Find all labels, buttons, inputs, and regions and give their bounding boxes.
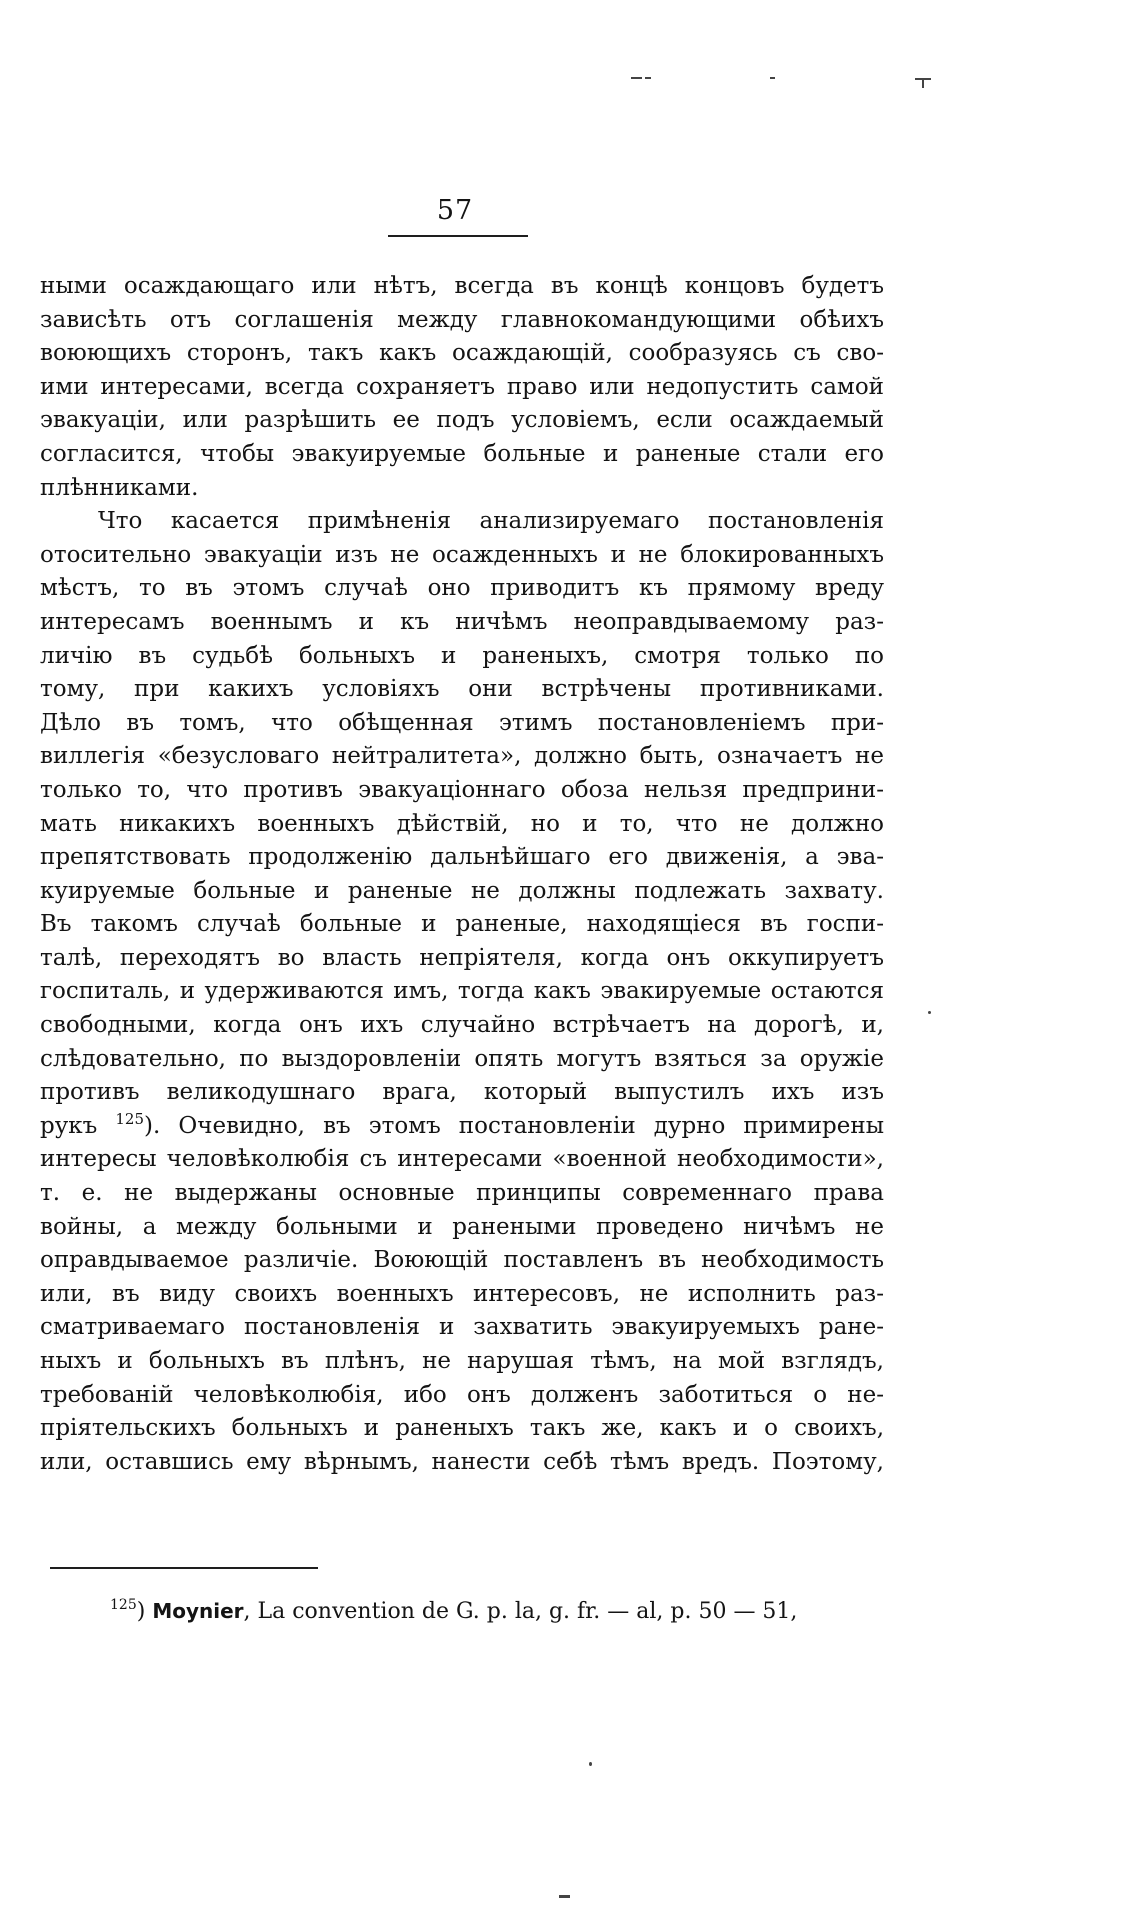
text-line: отосительно эвакуаціи изъ не осажденныхъ и не блокированныхъ (40, 541, 884, 568)
text-line: личію въ судьбѣ больныхъ и раненыхъ, смотря только по (40, 642, 884, 669)
text-line: согласится, чтобы эвакуируемые больные и раненые стали его (40, 440, 884, 467)
text-line: слѣдовательно, по выздоровленіи опять могутъ взяться за оружіе (40, 1045, 884, 1072)
scan-speck (631, 77, 642, 79)
text-line: Въ такомъ случаѣ больные и раненые, находящіеся въ госпи- (40, 911, 884, 938)
scan-speck (928, 1011, 931, 1014)
scan-speck (645, 77, 651, 79)
text-line: виллегія «безусловаго нейтралитета», должно быть, означаетъ не (40, 743, 884, 770)
text-line: противъ великодушнаго врага, который выпустилъ ихъ изъ (40, 1079, 884, 1106)
text-line: свободными, когда онъ ихъ случайно встрѣчаетъ на дорогѣ, и, (40, 1012, 884, 1039)
scan-speck (770, 77, 775, 79)
text-line: эвакуаціи, или разрѣшить ее подъ условіемъ, если осаждаемый (40, 407, 884, 434)
text-line: войны, а между больными и ранеными проведено ничѣмъ не (40, 1213, 884, 1240)
body-text (40, 270, 884, 1479)
text-line: ными осаждающаго или нѣтъ, всегда въ концѣ концовъ будетъ (40, 273, 884, 299)
text-line: интересы человѣколюбія съ интересами «военной необходимости», (40, 1146, 884, 1173)
text-line: госпиталь, и удерживаются имъ, тогда какъ эвакируемые остаются (40, 978, 884, 1005)
scan-speck (589, 1762, 592, 1766)
footnote-text: , La convention de G. p. la, g. fr. — al, p. 50 — 51, (243, 1599, 798, 1624)
footnote-number: 125 (110, 1597, 137, 1613)
text-line-continuation: Очевидно, въ этомъ постановленіи дурно примирены (178, 1112, 884, 1139)
scan-speck (559, 1895, 570, 1898)
footnote-ref-close: ). (144, 1112, 161, 1139)
text-line: Дѣло въ томъ, что обѣщенная этимъ постановленіемъ при- (40, 709, 884, 736)
page-number: 57 (436, 195, 474, 226)
text-line: или, оставшись ему вѣрнымъ, нанести себѣ тѣмъ вредъ. Поэтому, (40, 1448, 884, 1475)
text-line: оправдываемое различіе. Воюющій поставленъ въ необходимость (40, 1247, 884, 1274)
text-line: мать никакихъ военныхъ дѣйствій, но и то, что не должно (40, 810, 884, 837)
scan-speck (922, 80, 924, 88)
text-line: плѣнниками. (40, 474, 199, 501)
text-line: мѣстъ, то въ этомъ случаѣ оно приводитъ къ прямому вреду (40, 575, 884, 602)
footnote-ref-mark: 125 (115, 1109, 144, 1128)
text-line: сматриваемаго постановленія и захватить эвакуируемыхъ ране- (40, 1314, 884, 1341)
text-line: только то, что противъ эвакуаціоннаго обоза нельзя предприни- (40, 776, 884, 803)
footnote (110, 1596, 870, 1627)
text-line: воюющихъ сторонъ, такъ какъ осаждающій, сообразуясь съ сво- (40, 340, 884, 367)
text-line: ныхъ и больныхъ въ плѣнъ, не нарушая тѣмъ, на мой взглядъ, (40, 1348, 884, 1374)
text-line: талѣ, переходятъ во власть непріятеля, когда онъ оккупируетъ (40, 944, 884, 971)
text-line: тому, при какихъ условіяхъ они встрѣчены противниками. (40, 676, 884, 703)
footnote-author: Moynier (152, 1599, 244, 1623)
text-line: Что касается примѣненія анализируемаго постановленія (98, 508, 884, 535)
text-line: пріятельскихъ больныхъ и раненыхъ такъ же, какъ и о своихъ, (40, 1415, 884, 1442)
text-line: или, въ виду своихъ военныхъ интересовъ, не исполнить раз- (40, 1280, 884, 1307)
footnote-close-paren: ) (136, 1599, 146, 1624)
text-line: интересамъ военнымъ и къ ничѣмъ неоправдываемому раз- (40, 608, 884, 635)
text-line: т. е. не выдержаны основные принципы современнаго права (40, 1180, 884, 1207)
footnote-rule (50, 1567, 318, 1569)
footnote-ref-word: рукъ (40, 1112, 98, 1139)
text-line: требованій человѣколюбія, ибо онъ долженъ заботиться о не- (40, 1381, 884, 1408)
page-number-rule (388, 235, 528, 237)
text-line: куируемые больные и раненые не должны подлежать захвату. (40, 877, 884, 904)
text-line: препятствовать продолженію дальнѣйшаго его движенія, а эва- (40, 844, 884, 871)
text-line (40, 1110, 884, 1144)
text-line: зависѣть отъ соглашенія между главнокомандующими обѣихъ (40, 306, 884, 333)
text-line: ими интересами, всегда сохраняетъ право или недопустить самой (40, 373, 884, 400)
